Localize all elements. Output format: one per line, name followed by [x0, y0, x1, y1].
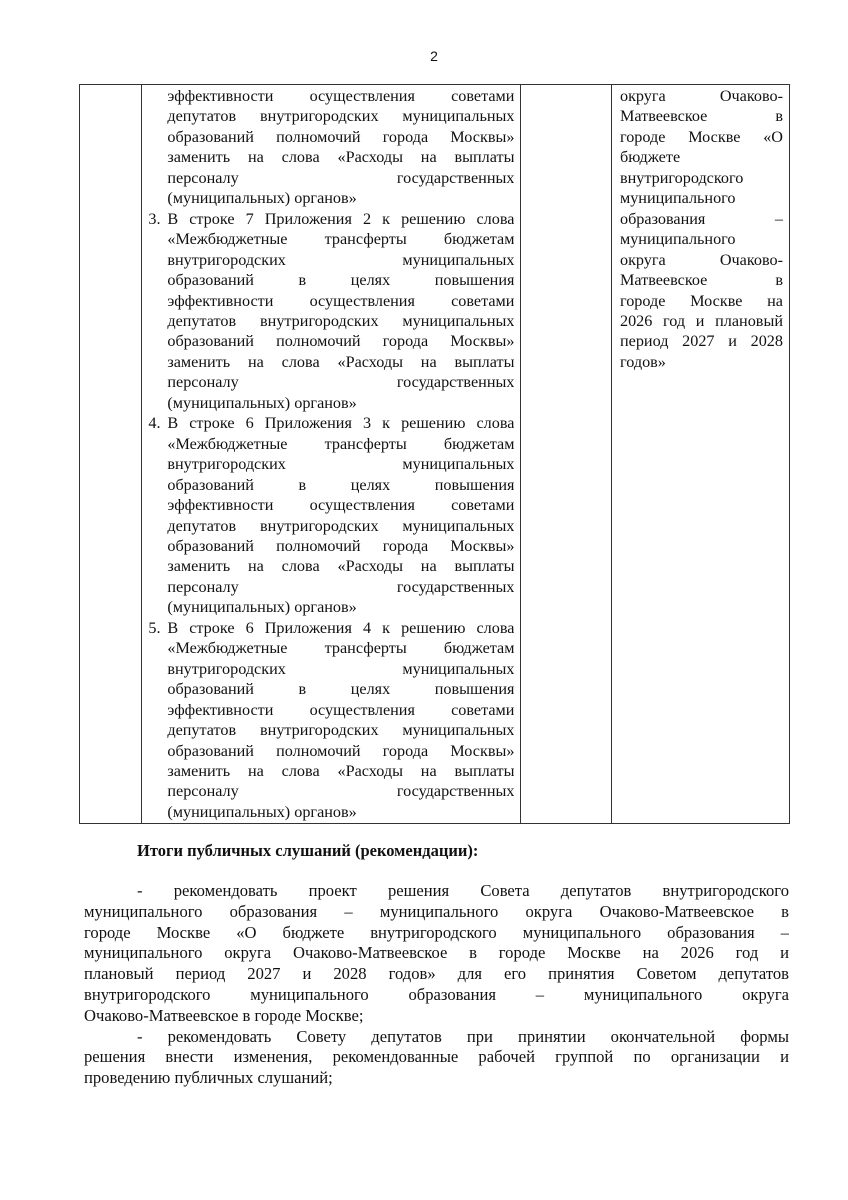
list-item-number: 5. — [148, 618, 161, 637]
text-line: внутригородских муниципальных — [167, 250, 515, 269]
text-line: внутригородского — [619, 168, 744, 187]
text-line: депутатов внутригородских муниципальных — [167, 107, 515, 126]
text-line: депутатов внутригородских муниципальных — [167, 516, 515, 535]
page-number: 2 — [430, 48, 438, 64]
text-line: заменить на слова «Расходы на выплаты — [167, 557, 515, 576]
text-line: (муниципальных) органов» — [167, 189, 357, 208]
text-line: округа Очаково- — [619, 87, 783, 105]
text-line: эффективности осуществления советами — [167, 87, 515, 105]
text-line: «Межбюджетные трансферты бюджетам — [167, 434, 515, 453]
text-line: «Межбюджетные трансферты бюджетам — [167, 639, 515, 658]
amendments-table — [79, 84, 790, 824]
recommendation-paragraph-1 — [84, 881, 789, 1027]
text-line: городе Москве «О бюджете внутригородского муниципального образования – — [84, 922, 789, 942]
text-line: (муниципальных) органов» — [167, 802, 357, 821]
text-line: (муниципальных) органов» — [167, 393, 357, 412]
cell-empty — [521, 85, 612, 824]
text-line: эффективности осуществления советами — [167, 700, 515, 719]
text-line: образований полномочий города Москвы» — [167, 741, 515, 760]
text-line: Матвеевское в — [619, 107, 783, 126]
text-line: образований в целях повышения — [167, 680, 515, 699]
text-line: персоналу государственных — [167, 782, 515, 801]
recommendation-paragraph-2 — [84, 1027, 789, 1089]
text-line: проведению публичных слушаний; — [84, 1068, 333, 1088]
cell-amendments — [142, 85, 521, 824]
text-line: внутригородских муниципальных — [167, 455, 515, 474]
text-line: депутатов внутригородских муниципальных — [167, 311, 515, 330]
cell-number — [80, 85, 142, 824]
text-line: заменить на слова «Расходы на выплаты — [167, 148, 515, 167]
text-line: (муниципальных) органов» — [167, 598, 357, 617]
text-line: муниципального округа Очаково-Матвеевское в городе Москве на 2026 год и — [84, 943, 789, 963]
text-line: городе Москве «О — [619, 127, 783, 146]
text-line: годов» — [619, 352, 666, 371]
text-line: решения внести изменения, рекомендованные рабочей группой по организации и — [84, 1047, 789, 1067]
text-line: эффективности осуществления советами — [167, 291, 515, 310]
text-line: В строке 7 Приложения 2 к решению слова — [167, 209, 515, 228]
text-line: муниципального образования – муниципального округа Очаково-Матвеевское в — [84, 901, 789, 921]
summary-heading: Итоги публичных слушаний (рекомендации): — [137, 841, 479, 860]
cell-document-reference — [611, 85, 789, 824]
text-line: 2026 год и плановый — [619, 311, 783, 330]
text-line: В строке 6 Приложения 3 к решению слова — [167, 414, 515, 433]
text-line: - рекомендовать проект решения Совета депутатов внутригородского — [137, 881, 789, 900]
text-line: период 2027 и 2028 — [619, 332, 783, 351]
text-line: персоналу государственных — [167, 168, 515, 187]
text-line: муниципального — [619, 230, 736, 249]
text-line: заменить на слова «Расходы на выплаты — [167, 352, 515, 371]
list-item-5 — [148, 618, 514, 823]
list-item-4 — [148, 413, 514, 618]
text-line: эффективности осуществления советами — [167, 496, 515, 515]
text-line: бюджете — [619, 148, 681, 167]
recommendations — [84, 881, 789, 1089]
text-line: плановый период 2027 и 2028 годов» для его принятия Советом депутатов — [84, 964, 789, 984]
text-line: персоналу государственных — [167, 577, 515, 596]
text-line: Матвеевское в — [619, 271, 783, 290]
text-line: В строке 6 Приложения 4 к решению слова — [167, 618, 515, 637]
text-line: городе Москве на — [619, 291, 783, 310]
text-line: образований полномочий города Москвы» — [167, 332, 515, 351]
text-line: внутригородского муниципального образования – муниципального округа — [84, 984, 789, 1004]
text-line: заменить на слова «Расходы на выплаты — [167, 761, 515, 780]
text-line: образований в целях повышения — [167, 271, 515, 290]
text-line: образований в целях повышения — [167, 475, 515, 494]
text-line: - рекомендовать Совету депутатов при принятии окончательной формы — [137, 1026, 789, 1046]
list-item-number: 3. — [148, 209, 161, 228]
list-item-number: 4. — [148, 414, 161, 433]
text-line: внутригородских муниципальных — [167, 659, 515, 678]
text-line: персоналу государственных — [167, 373, 515, 392]
table-row — [80, 85, 790, 824]
text-line: образований полномочий города Москвы» — [167, 536, 515, 555]
text-line: муниципального — [619, 189, 736, 208]
text-line: образования – — [619, 209, 783, 228]
text-line: округа Очаково- — [619, 250, 783, 269]
list-item-3 — [148, 209, 514, 414]
text-line: депутатов внутригородских муниципальных — [167, 721, 515, 740]
continued-item — [148, 86, 514, 209]
text-line: Очаково-Матвеевское в городе Москве; — [84, 1005, 364, 1025]
text-line: «Межбюджетные трансферты бюджетам — [167, 230, 515, 249]
text-line: образований полномочий города Москвы» — [167, 127, 515, 146]
